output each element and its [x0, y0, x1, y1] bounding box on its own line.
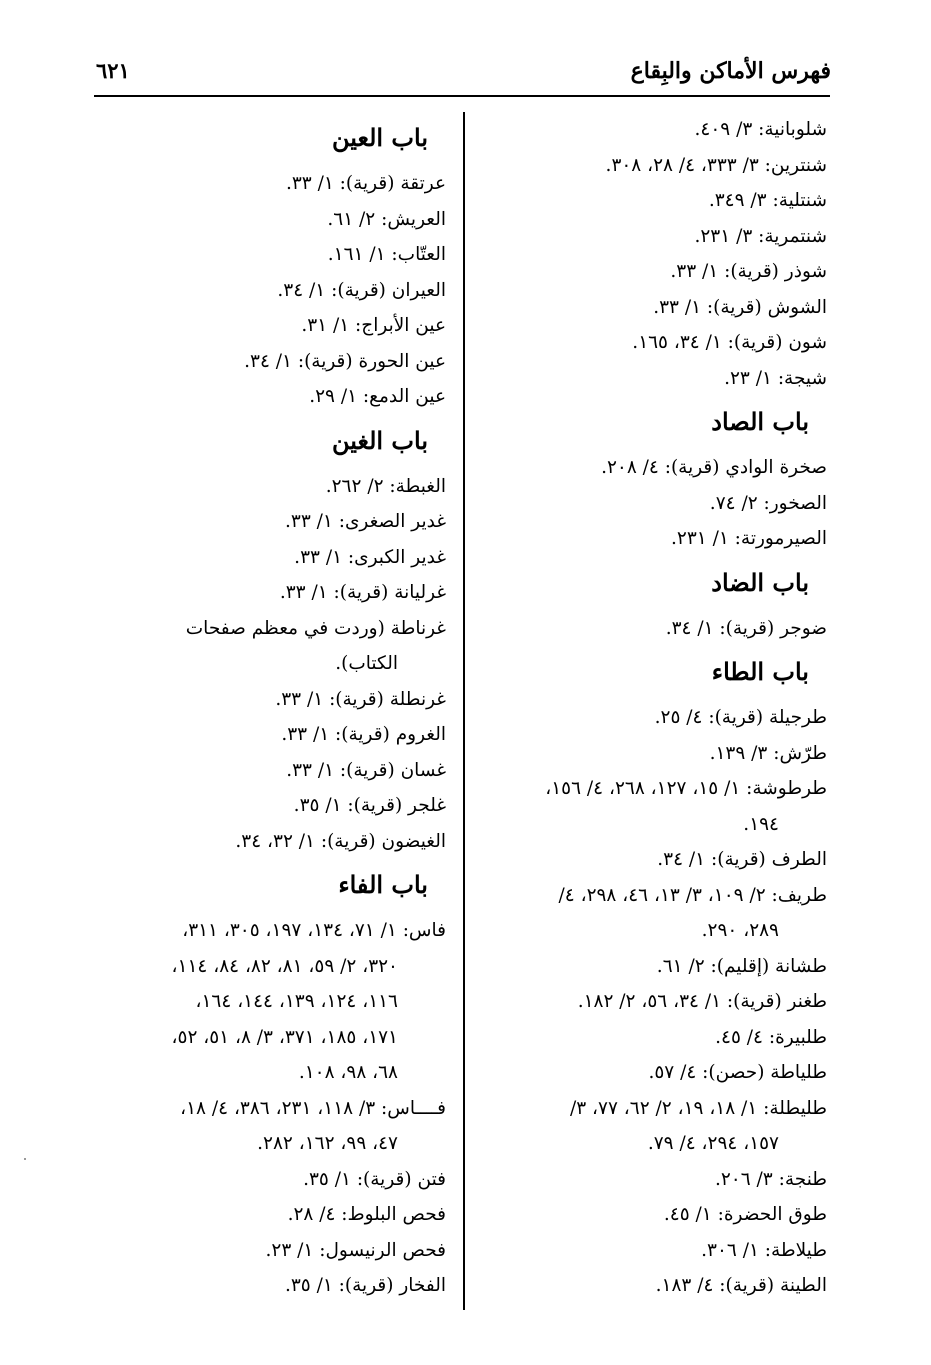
section-heading-ain: باب العين	[331, 123, 428, 152]
index-entry: طرطوشة: ١/ ١٥، ١٢٧، ٢٦٨، ٤/ ١٥٦،	[545, 778, 827, 799]
index-entry-continuation	[86, 949, 446, 985]
index-entry: الطرف (قرية): ١/ ٣٤.	[657, 849, 827, 870]
index-entry: العتّاب: ١/ ١٦١.	[327, 244, 446, 265]
index-entry: غدير الكبرى: ١/ ٣٣.	[294, 546, 446, 568]
index-entry: طيلاطة: ١/ ٣٠٦.	[701, 1239, 827, 1261]
continuation-text: ١٧١، ١٨٥، ٣٧١، ٣/ ٨، ٥١، ٥٢،	[171, 1026, 398, 1048]
index-entry: فــــاس: ٣/ ١١٨، ٢٣١، ٣٨٦، ٤/ ١٨،	[180, 1097, 446, 1119]
index-entry: طنجة: ٣/ ٢٠٦.	[714, 1168, 827, 1190]
continuation-text: ٣٢٠، ٢/ ٥٩، ٨١، ٨٢، ٨٤، ١١٤،	[171, 955, 398, 977]
continuation-text: ٢٨٩، ٢٩٠.	[701, 920, 779, 941]
index-entry: الغيضون (قرية): ١/ ٣٢، ٣٤.	[235, 830, 446, 852]
section-heading-dad: باب الضاد	[711, 567, 809, 597]
index-entry-continuation	[86, 984, 446, 1020]
section-heading-sad: باب الصاد	[711, 407, 809, 436]
index-entry-continuation	[471, 1126, 827, 1162]
index-entry-continuation	[86, 1020, 446, 1056]
index-entry: الشوش (قرية): ١/ ٣٣.	[653, 296, 827, 318]
index-entry: الصخور: ٢/ ٧٤.	[709, 492, 827, 514]
index-entry: الغروم (قرية): ١/ ٣٣.	[281, 724, 446, 745]
right-column	[471, 112, 827, 1304]
index-entry: غرنطلة (قرية): ١/ ٣٣.	[275, 688, 446, 710]
index-entry: طريف: ٢/ ١٠٩، ٣/ ١٣، ٤٦، ٢٩٨، ٤/	[558, 884, 827, 906]
section-heading-ta: باب الطاء	[711, 657, 809, 686]
index-entry: شنتلية: ٣/ ٣٤٩.	[708, 190, 827, 211]
continuation-text: ٦٨، ٩٨، ١٠٨.	[298, 1062, 398, 1083]
shin-continued-entries	[471, 112, 827, 396]
index-entry: طوق الحضرة: ١/ ٤٥.	[663, 1204, 827, 1225]
index-entry: غرليانة (قرية): ١/ ٣٣.	[279, 582, 446, 603]
index-entry: طشانة (إقليم): ٢/ ٦١.	[656, 955, 827, 977]
index-entry: شنتمرية: ٣/ ٢٣١.	[694, 225, 827, 247]
index-entry-continuation	[86, 646, 446, 682]
index-entry: ضوجر (قرية): ١/ ٣٤.	[665, 617, 827, 639]
index-entry: عين الحورة (قرية): ١/ ٣٤.	[244, 350, 446, 372]
index-entry: صخرة الوادي (قرية): ٤/ ٢٠٨.	[601, 457, 827, 478]
index-entry: غلجر (قرية): ١/ ٣٥.	[293, 795, 446, 816]
left-column	[86, 112, 446, 1304]
index-entry-continuation	[86, 1055, 446, 1091]
index-entry: طلبيرة: ٤/ ٤٥.	[715, 1026, 827, 1048]
index-entry: شلوبانية: ٣/ ٤٠٩.	[694, 119, 827, 140]
index-entry: فتن (قرية): ١/ ٣٥.	[303, 1168, 446, 1190]
index-entry: شيجة: ١/ ٢٣.	[724, 367, 827, 389]
index-entry: طرجيلة (قرية): ٤/ ٢٥.	[654, 707, 827, 728]
section-heading-fa: باب الفاء	[338, 870, 428, 899]
index-entry: عين الدمع: ١/ ٢٩.	[309, 386, 446, 407]
index-entry: فحص الرنيسول: ١/ ٢٣.	[265, 1239, 446, 1261]
index-entry: الفخار (قرية): ١/ ٣٥.	[284, 1275, 446, 1296]
index-entry-continuation	[86, 1126, 446, 1162]
continuation-text: ١٩٤.	[743, 813, 779, 835]
column-divider	[463, 112, 465, 1310]
index-entry-continuation	[471, 807, 827, 843]
index-entry: طغنر (قرية): ١/ ٣٤، ٥٦، ٢/ ١٨٢.	[577, 991, 827, 1012]
continuation-text: ٤٧، ٩٩، ١٦٢، ٢٨٢.	[257, 1133, 398, 1154]
continuation-text: ١٥٧، ٢٩٤، ٤/ ٧٩.	[647, 1133, 779, 1154]
index-entry: شون (قرية): ١/ ٣٤، ١٦٥.	[632, 332, 827, 353]
index-entry: طرّش: ٣/ ١٣٩.	[709, 742, 827, 764]
index-entry: فاس: ١/ ٧١، ١٣٤، ١٩٧، ٣٠٥، ٣١١،	[182, 920, 446, 941]
index-entry-continuation	[471, 913, 827, 949]
index-entry: عرتقة (قرية): ١/ ٣٣.	[285, 173, 446, 194]
index-entry: الصيرمورتة: ١/ ٢٣١.	[671, 528, 827, 549]
index-entry: العريش: ٢/ ٦١.	[327, 208, 446, 230]
index-entry: العيران (قرية): ١/ ٣٤.	[277, 279, 446, 301]
index-entry: غدير الصغرى: ١/ ٣٣.	[285, 511, 446, 532]
index-entry: الغبطة: ٢/ ٢٦٢.	[325, 475, 446, 497]
index-entry: شوذر (قرية): ١/ ٣٣.	[670, 261, 827, 282]
continuation-text: ١١٦، ١٢٤، ١٣٩، ١٤٤، ١٦٤،	[195, 991, 398, 1012]
index-entry: شنترين: ٣/ ٣٣٣، ٤/ ٢٨، ٣٠٨.	[605, 154, 827, 176]
index-entry: عين الأبراج: ١/ ٣١.	[301, 315, 446, 336]
index-entry: الطينة (قرية): ٤/ ١٨٣.	[655, 1275, 827, 1296]
header-rule	[94, 95, 830, 97]
section-heading-ghain: باب الغين	[331, 425, 428, 455]
index-entry: غرناطة (وردت في معظم صفحات	[185, 617, 446, 639]
scan-speck	[24, 1158, 26, 1160]
index-entry: طلياطة (حصن): ٤/ ٥٧.	[648, 1062, 827, 1083]
page-number: ٦٢١	[96, 58, 130, 83]
page-header-title: فهرس الأماكن والبِقاع	[630, 58, 831, 84]
continuation-text: الكتاب).	[335, 653, 398, 674]
index-entry: طليطلة: ١/ ١٨، ١٩، ٢/ ٦٢، ٧٧، ٣/	[570, 1097, 827, 1119]
index-entry: فحص البلوط: ٤/ ٢٨.	[287, 1204, 446, 1225]
index-entry: غسان (قرية): ١/ ٣٣.	[286, 759, 446, 781]
